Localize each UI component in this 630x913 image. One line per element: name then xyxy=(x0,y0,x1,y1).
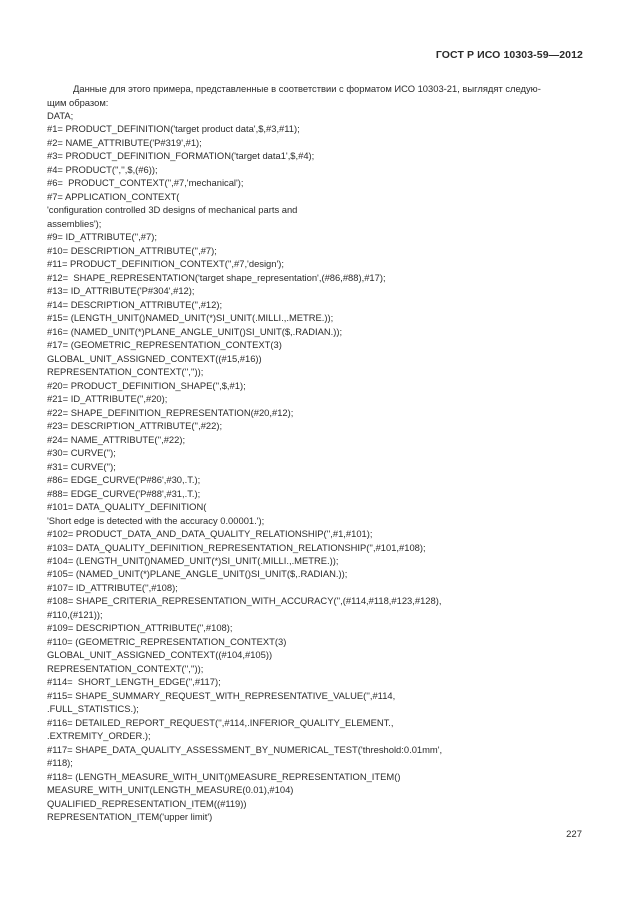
code-line: #15= (LENGTH_UNIT()NAMED_UNIT(*)SI_UNIT(.MILLI.,.METRE.)); xyxy=(47,312,334,324)
code-line: #3= PRODUCT_DEFINITION_FORMATION('target data1',$,#4); xyxy=(47,150,315,162)
code-line: #31= CURVE(''); xyxy=(47,460,116,472)
code-line: #104= (LENGTH_UNIT()NAMED_UNIT(*)SI_UNIT(.MILLI.,.METRE.)); xyxy=(47,554,339,566)
code-line: #10= DESCRIPTION_ATTRIBUTE('',#7); xyxy=(47,244,217,256)
code-line: MEASURE_WITH_UNIT(LENGTH_MEASURE(0.01),#104) xyxy=(47,784,294,796)
code-line: #108= SHAPE_CRITERIA_REPRESENTATION_WITH_ACCURACY('',(#114,#118,#123,#128), xyxy=(47,595,442,607)
code-line: #118= (LENGTH_MEASURE_WITH_UNIT()MEASURE_REPRESENTATION_ITEM() xyxy=(47,770,401,782)
code-line: 'Short edge is detected with the accuracy 0.00001.'); xyxy=(47,514,265,526)
code-line: #115= SHAPE_SUMMARY_REQUEST_WITH_REPRESENTATIVE_VALUE('',#114, xyxy=(47,689,396,701)
intro-paragraph xyxy=(47,82,587,109)
code-line: #6= PRODUCT_CONTEXT('',#7,'mechanical'); xyxy=(47,177,244,189)
code-line: #101= DATA_QUALITY_DEFINITION( xyxy=(47,501,207,513)
code-line: GLOBAL_UNIT_ASSIGNED_CONTEXT((#104,#105)) xyxy=(47,649,273,661)
code-line: #103= DATA_QUALITY_DEFINITION_REPRESENTATION_RELATIONSHIP('',#101,#108); xyxy=(47,541,426,553)
code-line: #11= PRODUCT_DEFINITION_CONTEXT('',#7,'design'); xyxy=(47,258,284,270)
code-line: #12= SHAPE_REPRESENTATION('target shape_representation',(#86,#88),#17); xyxy=(47,271,386,283)
code-line: #2= NAME_ATTRIBUTE('P#319',#1); xyxy=(47,136,202,148)
code-line: #9= ID_ATTRIBUTE('',#7); xyxy=(47,231,157,243)
code-line: #110= (GEOMETRIC_REPRESENTATION_CONTEXT(3) xyxy=(47,635,287,647)
code-line: #22= SHAPE_DEFINITION_REPRESENTATION(#20,#12); xyxy=(47,406,294,418)
code-line: assemblies'); xyxy=(47,217,102,229)
code-line: #24= NAME_ATTRIBUTE('',#22); xyxy=(47,433,186,445)
code-listing xyxy=(47,109,587,824)
code-line: #4= PRODUCT('','',$,(#6)); xyxy=(47,163,158,175)
code-line: #14= DESCRIPTION_ATTRIBUTE('',#12); xyxy=(47,298,223,310)
code-line: .EXTREMITY_ORDER.); xyxy=(47,730,151,742)
code-line: #102= PRODUCT_DATA_AND_DATA_QUALITY_RELATIONSHIP('',#1,#101); xyxy=(47,528,373,540)
code-line: .FULL_STATISTICS.); xyxy=(47,703,139,715)
code-line: #107= ID_ATTRIBUTE('',#108); xyxy=(47,581,178,593)
code-line: #1= PRODUCT_DEFINITION('target product data',$,#3,#11); xyxy=(47,123,300,135)
code-line: #86= EDGE_CURVE('P#86',#30,.T.); xyxy=(47,474,201,486)
code-line: #21= ID_ATTRIBUTE('',#20); xyxy=(47,393,168,405)
code-line: QUALIFIED_REPRESENTATION_ITEM((#119)) xyxy=(47,797,247,809)
standard-header: ГОСТ Р ИСО 10303-59—2012 xyxy=(435,49,583,61)
code-line: #13= ID_ATTRIBUTE('P#304',#12); xyxy=(47,285,195,297)
code-line: #116= DETAILED_REPORT_REQUEST('',#114,.INFERIOR_QUALITY_ELEMENT., xyxy=(47,716,394,728)
code-line: #105= (NAMED_UNIT(*)PLANE_ANGLE_UNIT()SI_UNIT($,.RADIAN.)); xyxy=(47,568,348,580)
code-line: #110,(#121)); xyxy=(47,608,103,620)
code-line: GLOBAL_UNIT_ASSIGNED_CONTEXT((#15,#16)) xyxy=(47,352,262,364)
code-line: #7= APPLICATION_CONTEXT( xyxy=(47,190,180,202)
code-line: REPRESENTATION_ITEM('upper limit') xyxy=(47,811,213,823)
code-line: #114= SHORT_LENGTH_EDGE('',#117); xyxy=(47,676,221,688)
code-line: #117= SHAPE_DATA_QUALITY_ASSESSMENT_BY_NUMERICAL_TEST('threshold:0.01mm', xyxy=(47,743,443,755)
code-line: DATA; xyxy=(47,110,74,121)
code-line: #88= EDGE_CURVE('P#88',#31,.T.); xyxy=(47,487,201,499)
code-line: 'configuration controlled 3D designs of mechanical parts and xyxy=(47,204,298,216)
code-line: #17= (GEOMETRIC_REPRESENTATION_CONTEXT(3) xyxy=(47,339,282,351)
intro-line-2: щим образом: xyxy=(47,96,109,108)
code-line: #109= DESCRIPTION_ATTRIBUTE('',#108); xyxy=(47,622,233,634)
intro-line-1: Данные для этого примера, представленные в соответствии с форматом ИСО 10303-21, выглядят следую- xyxy=(73,83,541,94)
page-number: 227 xyxy=(566,829,582,840)
code-line: #23= DESCRIPTION_ATTRIBUTE('',#22); xyxy=(47,420,223,432)
code-line: #30= CURVE(''); xyxy=(47,447,116,459)
code-line: #118); xyxy=(47,757,73,769)
code-line: REPRESENTATION_CONTEXT('','')); xyxy=(47,662,204,674)
code-line: #16= (NAMED_UNIT(*)PLANE_ANGLE_UNIT()SI_UNIT($,.RADIAN.)); xyxy=(47,325,343,337)
code-line: #20= PRODUCT_DEFINITION_SHAPE('',$,#1); xyxy=(47,379,246,391)
code-line: REPRESENTATION_CONTEXT('','')); xyxy=(47,366,204,378)
